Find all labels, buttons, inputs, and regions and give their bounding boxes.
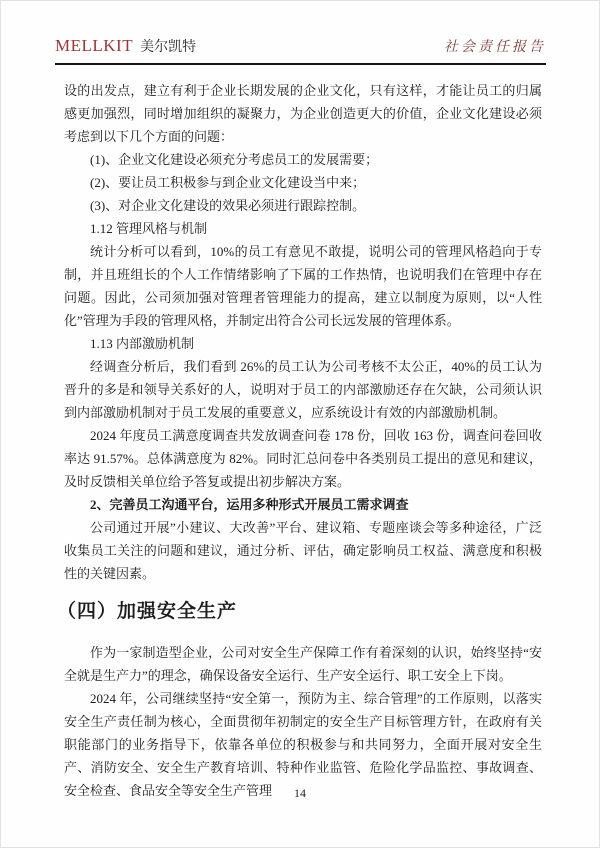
body-paragraph: 2024 年，公司继续坚持“安全第一，预防为主、综合管理”的工作原则，以落实安全生产责任制为核心，全面贯彻年初制定的安全生产目标管理方针，在政府有关职能部门的业务指导下，依靠各单位的积极参与和共同努力，全面开展对安全生产、消防安全、安全生产教育培训、特种作业监管、危险化学品监控、事故调查、安全检查、食品安全等安全生产管理 [64,691,542,798]
body-paragraph: 统计分析可以看到，10%的员工有意见不敢提，说明公司的管理风格趋向于专制，并且班组长的个人工作情绪影响了下属的工作热情，也说明我们在管理中存在问题。因此，公司须加强对管理者管理能力的提高，建立以制度为原则，以“人性化”管理为手段的管理风格，并制定出符合公司长远发展的管理体系。 [64,244,542,328]
logo-chinese-name: 美尔凯特 [140,40,197,55]
body-paragraph: 经调查分析后，我们看到 26%的员工认为公司考核不太公正，40%的员工认为晋升的多是和领导关系好的人，说明对于员工的内部激励还存在欠缺，公司须认识到内部激励机制对于员工发展的重要意义，应系统设计有效的内部激励机制。 [64,359,542,420]
list-item: (1)、企业文化建设必须充分考虑员工的发展需要； [90,152,379,167]
page-header [55,36,546,65]
body-paragraph: 设的出发点，建立有利于企业长期发展的企业文化，只有这样，才能让员工的归属感更加强烈，同时增加组织的凝聚力，为企业创造更大的价值，企业文化建设必须考虑到以下几个方面的问题： [64,83,542,144]
bold-subheading: 2、完善员工沟通平台，运用多种形式开展员工需求调查 [90,497,409,512]
report-title: 社会责任报告 [444,40,546,55]
list-item: (2)、要让员工积极参与到企业文化建设当中来； [90,175,366,190]
subsection-heading: 1.12 管理风格与机制 [90,221,208,236]
document-body [57,79,542,802]
page-number: 14 [294,786,306,800]
company-logo [55,36,196,56]
body-paragraph: 2024 年度员工满意度调查共发放调查问卷 178 份，回收 163 份，调查问卷回收率达 91.57%。总体满意度为 82%。同时汇总问卷中各类别员工提出的意见和建议，及时反馈相关单位给予答复或提出初步解决方案。 [64,428,542,489]
subsection-heading: 1.13 内部激励机制 [90,336,195,351]
body-paragraph: 作为一家制造型企业，公司对安全生产保障工作有着深刻的认识，始终坚持“安全就是生产力”的理念，确保设备安全运行、生产安全运行、职工安全上下岗。 [64,645,542,683]
body-paragraph: 公司通过开展”小建议、大改善”平台、建议箱、专题座谈会等多种途径，广泛收集员工关注的问题和建议，通过分析、评估，确定影响员工权益、满意度和积极性的关键因素。 [64,520,542,581]
section-heading: （四）加强安全生产 [57,601,238,622]
page-footer [0,786,600,801]
list-item: (3)、对企业文化建设的效果必须进行跟踪控制。 [90,198,366,213]
logo-wordmark: MELLKIT [55,36,134,55]
